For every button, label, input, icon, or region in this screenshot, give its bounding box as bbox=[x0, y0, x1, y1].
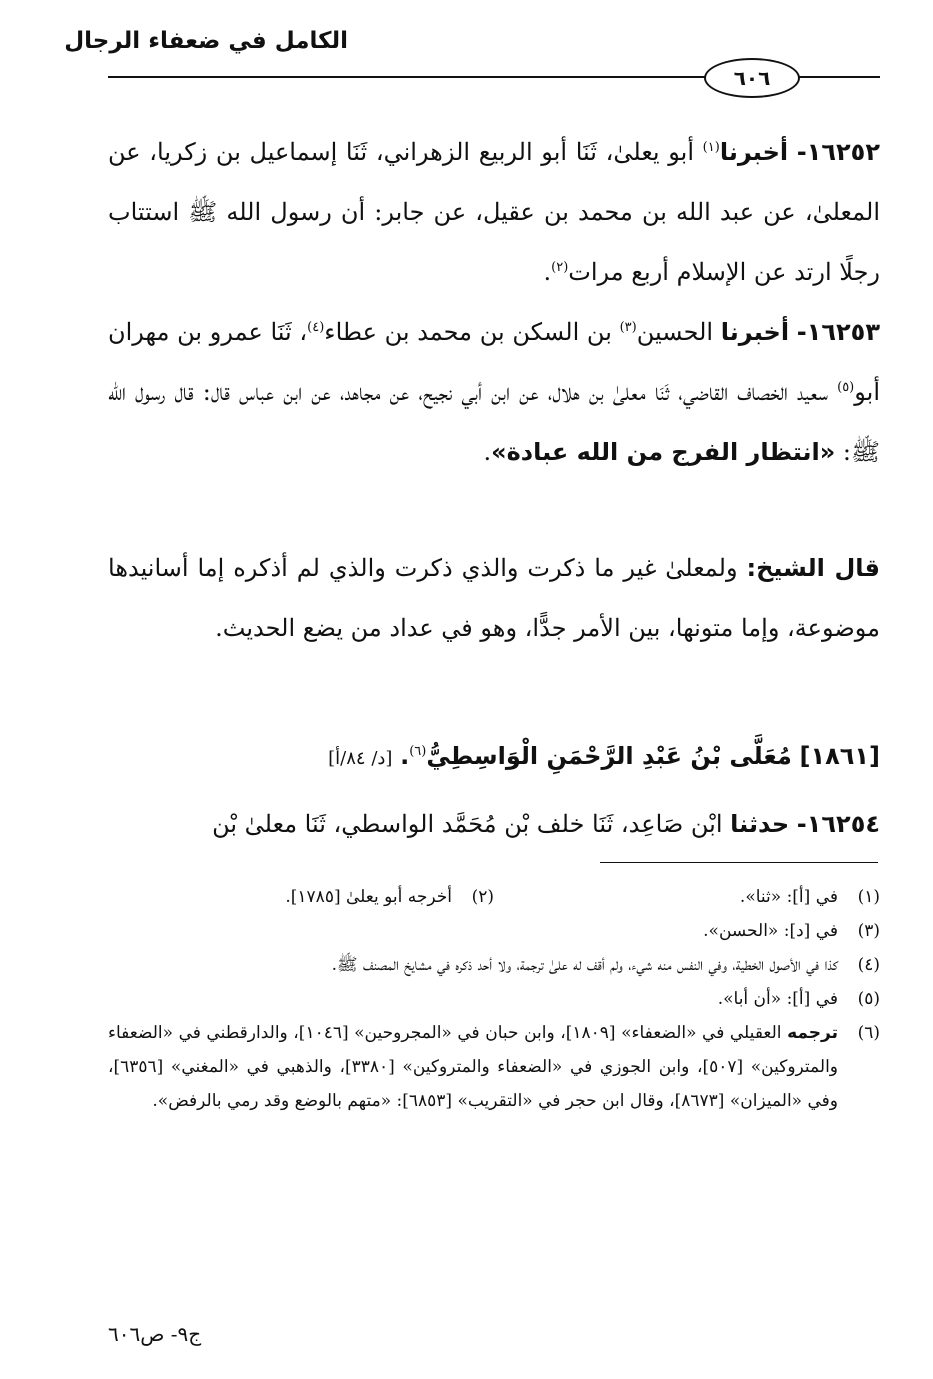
hadith-text-end: . bbox=[483, 438, 492, 466]
hadith-number: ١٦٢٥٢- bbox=[796, 138, 880, 166]
running-header-title: الكامل في ضعفاء الرجال bbox=[64, 28, 348, 54]
entry-dot: . bbox=[400, 742, 410, 770]
footnote-number: (٤) bbox=[857, 955, 880, 975]
footnote-text: في [د]: «الحسن». bbox=[703, 921, 838, 941]
page-footer: ج٩- ص٦٠٦ bbox=[108, 1322, 202, 1346]
footnote-ref: (٥) bbox=[837, 380, 855, 395]
footnote-text: العقيلي في «الضعفاء» [١٨٠٩]، وابن حبان في «المجروحين» [١٠٤٦]، والدارقطني في «الضعفاء والمتروكين» [٥٠٧]، وابن الجوزي في «الضعفاء والمتروكين» [٣٣٨٠]، والذهبي في «المغني» [٦٣٥٦]، وفي «الميزان» [٨٦٧٣]، وقال ابن حجر في «التقريب» [٦٨٥٣]: «متهم بالوضع وقد رمي بالرفض». bbox=[108, 1023, 839, 1111]
entry-heading bbox=[108, 738, 880, 777]
footnote-ref: (٣) bbox=[619, 320, 637, 335]
hadith-text-end: . bbox=[543, 258, 552, 286]
hadith-text: الحسين bbox=[636, 318, 721, 346]
comment-text: ولمعلىٰ غير ما ذكرت والذي ذكرت والذي لم أذكره إما أسانيدها موضوعة، وإما متونها، بين الأمر جدًّا، وهو في عداد من يضع الحديث. bbox=[108, 554, 880, 642]
hadith-number: ١٦٢٥٣- bbox=[796, 318, 880, 346]
footnote-ref: (٢) bbox=[551, 260, 569, 275]
footnote-text: في [أ]: «ثنا». bbox=[739, 887, 838, 907]
hadith-16253 bbox=[108, 302, 880, 482]
footnote-number: (٥) bbox=[857, 989, 880, 1009]
narration-keyword: أخبرنا bbox=[720, 318, 790, 346]
footnote-separator bbox=[600, 862, 878, 863]
comment-keyword: قال الشيخ: bbox=[746, 554, 880, 582]
hadith-text: سعيد الخصاف القاضي، ثَنَا معلىٰ بن هلال، عن ابن أبي نجيح، عن مجاهد، عن ابن عباس قال: قال رسول الله ﷺ: bbox=[108, 378, 880, 466]
entry-number: [١٨٦١] bbox=[799, 742, 880, 770]
manuscript-ref: [د/ ٨٤/أ] bbox=[328, 748, 393, 769]
footnote-number: (٦) bbox=[857, 1023, 880, 1043]
entry-name: مُعَلَّى بْنُ عَبْدِ الرَّحْمَنِ الْوَاسِطِيُّ bbox=[426, 742, 792, 770]
footnote-number: (٣) bbox=[857, 921, 880, 941]
footnote-3 bbox=[108, 914, 880, 948]
footnote-text: كذا في الأصول الخطية، وفي النفس منه شيء، ولم أقف له علىٰ ترجمة، ولا أحد ذكره في مشايخ المصنف ﷺ. bbox=[331, 955, 838, 975]
footnote-ref: (٤) bbox=[307, 320, 325, 335]
footnote-keyword: ترجمه bbox=[787, 1023, 838, 1043]
footnote-6 bbox=[108, 1016, 880, 1118]
hadith-text: بن السكن بن محمد بن عطاء bbox=[324, 318, 620, 346]
footnote-text: في [أ]: «أن أبا». bbox=[717, 989, 838, 1009]
hadith-text: ابْن صَاعِد، ثَنَا خلف بْن مُحَمَّد الواسطي، ثَنَا معلىٰ بْن bbox=[212, 810, 731, 838]
footnote-text: أخرجه أبو يعلىٰ [١٧٨٥]. bbox=[285, 887, 452, 907]
footnote-text-wrap bbox=[108, 1016, 838, 1118]
footnotes bbox=[108, 880, 880, 1118]
shaykh-comment bbox=[108, 538, 880, 658]
footnote-2 bbox=[285, 880, 494, 914]
footnote-1 bbox=[494, 880, 880, 914]
hadith-number: ١٦٢٥٤- bbox=[796, 810, 880, 838]
footnote-row bbox=[108, 880, 880, 914]
footnote-5 bbox=[108, 982, 880, 1016]
footnote-number: (١) bbox=[857, 887, 880, 907]
hadith-quote: «انتظار الفرج من الله عبادة» bbox=[491, 438, 836, 466]
hadith-text: أبو يعلىٰ، ثَنَا أبو الربيع الزهراني، ثَنَا إسماعيل بن زكريا، عن المعلىٰ، عن عبد الله بن محمد بن عقيل، عن جابر: أن رسول الله ﷺ استتاب رجلًا ارتد عن الإسلام أربع مرات bbox=[108, 138, 880, 286]
hadith-text: ، ثَنَا عمرو بن مهران أبو bbox=[108, 318, 880, 406]
narration-keyword: حدثنا bbox=[730, 810, 790, 838]
narration-keyword: أخبرنا bbox=[719, 138, 789, 166]
footnote-ref: (١) bbox=[702, 140, 720, 155]
footnote-ref: (٦) bbox=[409, 744, 427, 759]
page-number-badge: ٦٠٦ bbox=[704, 58, 800, 98]
footnote-number: (٢) bbox=[471, 887, 494, 907]
footnote-4 bbox=[108, 948, 880, 982]
hadith-16252 bbox=[108, 122, 880, 302]
hadith-16254 bbox=[108, 794, 880, 854]
